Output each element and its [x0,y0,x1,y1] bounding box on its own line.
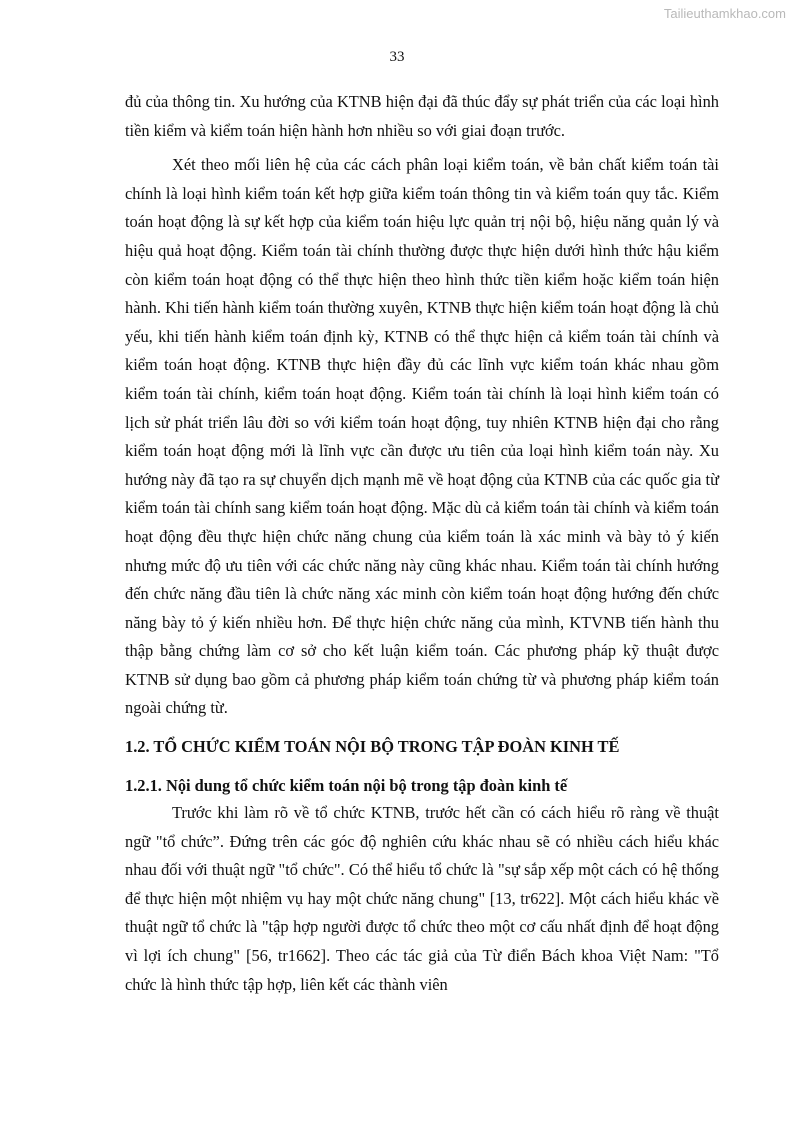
watermark: Tailieuthamkhao.com [663,6,786,21]
paragraph-continued: đủ của thông tin. Xu hướng của KTNB hiện đại đã thúc đẩy sự phát triển của các loại hình tiền kiểm và kiểm toán hiện hành hơn nhiều so với giai đoạn trước. [125,92,719,140]
section-heading: 1.2. TỔ CHỨC KIỂM TOÁN NỘI BỘ TRONG TẬP ĐOÀN KINH TẾ [125,737,620,757]
paragraph-audit-classification: Xét theo mối liên hệ của các cách phân loại kiểm toán, về bản chất kiểm toán tài chính là loại hình kiểm toán kết hợp giữa kiểm toán thông tin và kiểm toán quy tắc. Kiểm toán hoạt động là sự kết hợp của kiểm toán hiệu lực quản trị nội bộ, hiệu năng quản lý và hiệu quả hoạt động. Kiểm toán tài chính thường được thực hiện dưới hình thức hậu kiểm còn kiểm toán hoạt động có thể thực hiện theo hình thức tiền kiểm hoặc kiểm toán hiện hành. Khi tiến hành kiểm toán thường xuyên, KTNB thực hiện kiểm toán hoạt động là chủ yếu, khi tiến hành kiểm toán định kỳ, KTNB có thể thực hiện cả kiểm toán tài chính và kiểm toán hoạt động. KTNB thực hiện đầy đủ các lĩnh vực kiểm toán khác nhau gồm kiểm toán tài chính, kiểm toán hoạt động. Kiểm toán tài chính là loại hình kiểm toán có lịch sử phát triển lâu đời so với kiểm toán hoạt động, tuy nhiên KTNB hiện đại cho rằng kiểm toán hoạt động mới là lĩnh vực cần được ưu tiên của loại hình kiểm toán này. Xu hướng này đã tạo ra sự chuyển dịch mạnh mẽ về hoạt động của KTNB của các quốc gia từ kiểm toán tài chính sang kiểm toán hoạt động. Mặc dù cả kiểm toán tài chính và kiểm toán hoạt động đều thực hiện chức năng chung của kiểm toán là xác minh và bày tỏ ý kiến nhưng mức độ ưu tiên với các chức năng này cũng khác nhau. Kiểm toán tài chính hướng đến chức năng đầu tiên là chức năng xác minh còn kiểm toán hoạt động hướng đến chức năng bày tỏ ý kiến nhiều hơn. Để thực hiện chức năng của mình, KTVNB tiến hành thu thập bằng chứng làm cơ sở cho kết luận kiểm toán. Các phương pháp kỹ thuật được KTNB sử dụng bao gồm cả phương pháp kiểm toán chứng từ và phương pháp kiểm toán ngoài chứng từ. [125,155,720,718]
paragraph-organization-definition: Trước khi làm rõ về tổ chức KTNB, trước hết cần có cách hiểu rõ ràng về thuật ngữ "tổ chức”. Đứng trên các góc độ nghiên cứu khác nhau sẽ có nhiều cách hiểu khác nhau đối với thuật ngữ "tổ chức". Có thể hiểu tổ chức là "sự sắp xếp một cách có hệ thống để thực hiện một nhiệm vụ hay một chức năng chung" [13, tr622]. Một cách hiểu khác về thuật ngữ tổ chức là "tập hợp người được tổ chức theo một cơ cấu nhất định để hoạt động vì lợi ích chung" [56, tr1662]. Theo các tác giả của Từ điển Bách khoa Việt Nam: "Tổ chức là hình thức tập hợp, liên kết các thành viên [125,803,719,994]
subsection-heading: 1.2.1. Nội dung tổ chức kiểm toán nội bộ trong tập đoàn kinh tế [125,776,568,796]
page-number: 33 [389,49,405,65]
page-body [125,88,719,1005]
